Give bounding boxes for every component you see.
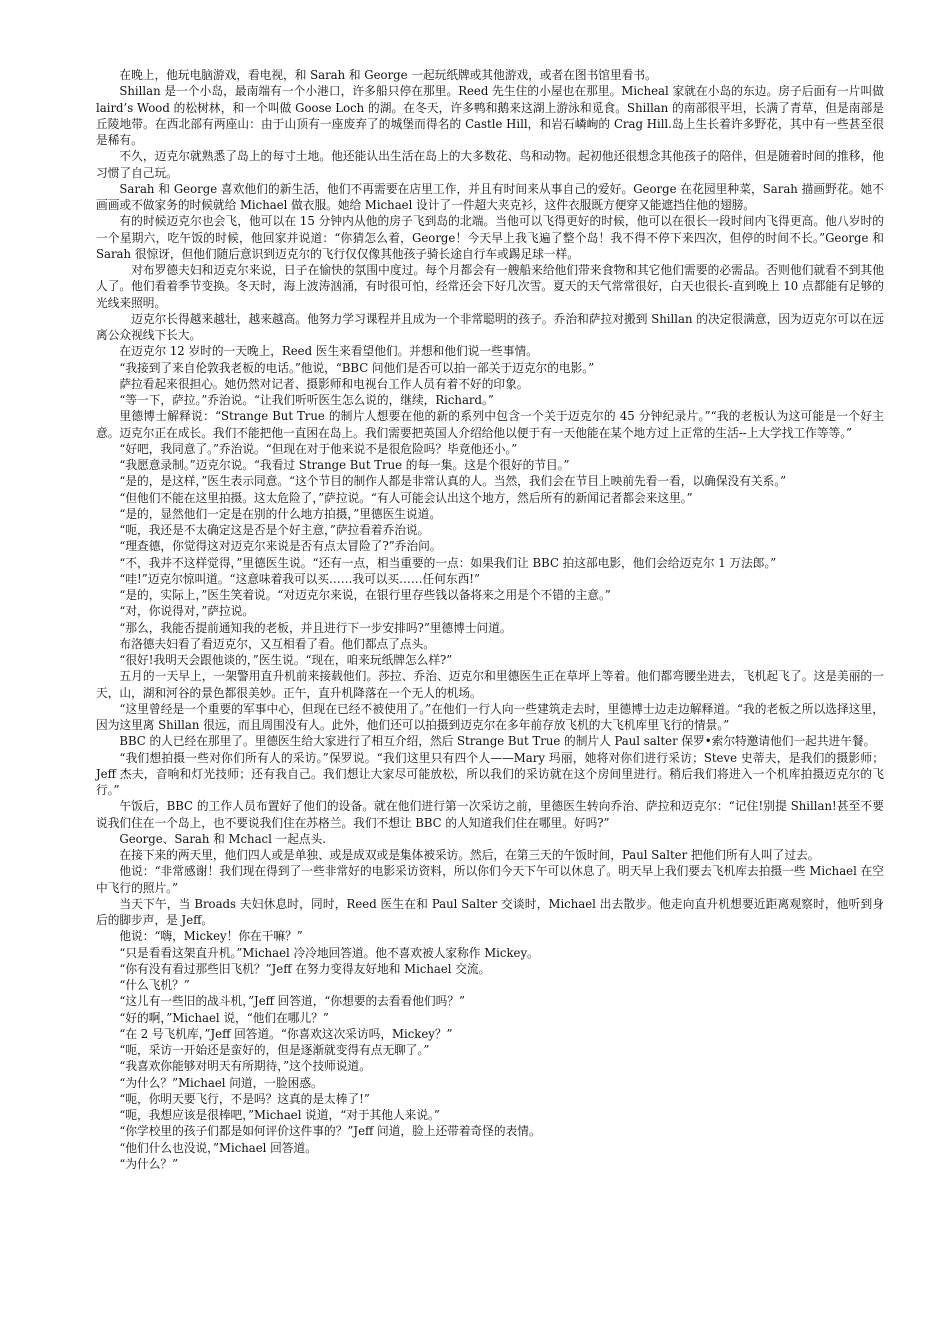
paragraph: 布洛德夫妇看了看迈克尔，又互相看了看。他们都点了点头。 <box>119 636 435 651</box>
paragraph: 五月的一天早上，一架警用直升机前来接载他们。莎拉、乔治、迈克尔和里德医生正在草坪上等着。他们都弯腰坐进去，飞机起飞了。这是美丽的一天，山，湖和河谷的景色都很美妙。正午，直升机降落在一个无人的机场。 <box>96 669 884 700</box>
paragraph: “好的啊，”Michael 说，“他们在哪儿？” <box>119 1010 329 1025</box>
paragraph: “对，你说得对，”萨拉说。 <box>119 604 255 619</box>
paragraph: 他说：“非常感谢！我们现在得到了一些非常好的电影采访资料，所以你们今天下午可以休息了。明天早上我们要去飞机库去拍摄一些 Michael 在空中飞行的照片。” <box>96 864 884 895</box>
paragraph: 有的时候迈克尔也会飞，他可以在 15 分钟内从他的房子飞到岛的北端。当他可以飞得更好的时候，他可以在很长一段时间内飞得更高。他八岁时的一个星期六，吃午饭的时候，他回家并说道：“你猜怎么着，George！今天早上我飞遍了整个岛！我不得不停下来四次，但停的时间不长。”George 和 Sarah 很惊讶，但他们随后意识到迈克尔的飞行仅仅像其他孩子骑长途自行车或踢足球一样。 <box>96 214 884 261</box>
paragraph: “是的，显然他们一定是在别的什么地方拍摄，”里德医生说道。 <box>119 506 442 521</box>
paragraph: 迈克尔长得越来越壮，越来越高。他努力学习课程并且成为一个非常聪明的孩子。乔治和萨拉对搬到 Shillan 的决定很满意，因为迈克尔可以在远离公众视线下长大。 <box>96 311 884 342</box>
paragraph: 他说：“嗨，Mickey！你在干嘛？” <box>119 929 303 944</box>
paragraph: “理查德，你觉得这对迈克尔来说是否有点太冒险了?”乔治问。 <box>119 539 442 554</box>
paragraph: 里德博士解释说：“Strange But True 的制片人想要在他的新的系列中包含一个关于迈克尔的 45 分钟纪录片。”“我的老板认为这可能是一个好主意。迈克尔正在成长。我们不能把他一直困在岛上。我们需要把英国人介绍给他以便于有一天他能在某个地方过上正常的生活--上大学找工作等等。” <box>96 409 884 440</box>
paragraph: “为什么？” <box>119 1156 179 1171</box>
paragraph: “只是看看这架直升机。”Michael 冷冷地回答道。他不喜欢被人家称作 Mickey。 <box>119 945 539 960</box>
paragraph: “你有没有看过那些旧飞机？”Jeff 在努力变得友好地和 Michael 交流。 <box>119 961 491 976</box>
paragraph: “好吧，我同意了。”乔治说。“但现在对于他来说不是很危险吗？毕竟他还小。” <box>119 441 518 456</box>
paragraph: “什么飞机？” <box>119 978 190 992</box>
paragraph: “呃，采访一开始还是蛮好的，但是逐渐就变得有点无聊了。” <box>119 1043 430 1057</box>
paragraph: 在接下来的两天里，他们四人或是单独、或是成双或是集体被采访。然后，在第三天的午饭时间，Paul Salter 把他们所有人叫了过去。 <box>119 848 820 862</box>
paragraph: 在迈克尔 12 岁时的一天晚上，Reed 医生来看望他们。并想和他们说一些事情。 <box>119 344 538 359</box>
paragraph: 午饭后，BBC 的工作人员布置好了他们的设备。就在他们进行第一次采访之前，里德医生转向乔治、萨拉和迈克尔：“记住!别提 Shillan!甚至不要说我们住在一个岛上，也不要说我们住在苏格兰。我们不想让 BBC 的人知道我们住在哪里。好吗?” <box>96 799 884 830</box>
paragraph: “他们什么也没说，”Michael 回答道。 <box>119 1140 317 1155</box>
paragraph: “哇!”迈克尔惊叫道。“这意味着我可以买……我可以买……任何东西!” <box>119 571 480 586</box>
paragraph: 对布罗德夫妇和迈克尔来说，日子在愉快的氛围中度过。每个月都会有一艘船来给他们带来食物和其它他们需要的必需品。否则他们就看不到其他人了。他们看着季节变换。冬天时，海上波涛汹涌，有时很可怕，经常还会下好几次雪。夏天的天气常常很好，白天也很长-直到晚上 10 点都能有足够的光线来照明。 <box>96 263 884 310</box>
paragraph: “这里曾经是一个重要的军事中心，但现在已经不被使用了。”在他们一行人向一些建筑走去时，里德博士边走边解释道。“我的老板之所以选择这里，因为这里离 Shillan 很远，而且周围没有人。此外，他们还可以拍摄到迈克尔在多年前存放飞机的大飞机库里飞行的情景。” <box>96 701 884 732</box>
paragraph: “但他们不能在这里拍摄。这太危险了，”萨拉说。“有人可能会认出这个地方，然后所有的新闻记者都会来这里。” <box>119 490 693 505</box>
paragraph: 在晚上，他玩电脑游戏，看电视，和 Sarah 和 George 一起玩纸牌或其他游戏，或者在图书馆里看书。 <box>119 68 657 82</box>
paragraph: “我喜欢你能够对明天有所期待，”这个技师说道。 <box>119 1059 371 1074</box>
paragraph: “我们想拍摄一些对你们所有人的采访。”保罗说。“我们这里只有四个人——Mary 玛丽，她将对你们进行采访；Steve 史蒂夫，是我们的摄影师；Jeff 杰夫，音响和灯光技师；还有我自己。我们想让大家尽可能放松，所以我们的采访就在这个房间里进行。稍后我们将进入一个机库拍摄迈克尔的飞行。” <box>96 750 884 797</box>
document-body <box>96 67 884 1172</box>
paragraph: “我接到了来自伦敦我老板的电话。”他说，“BBC 问他们是否可以拍一部关于迈克尔的电影。” <box>119 360 595 375</box>
paragraph: BBC 的人已经在那里了。里德医生给大家进行了相互介绍，然后 Strange But True 的制片人 Paul salter 保罗•索尔特邀请他们一起共进午餐。 <box>119 734 876 749</box>
paragraph: “呃，我还是不太确定这是否是个好主意，”萨拉看着乔治说。 <box>119 523 430 537</box>
paragraph: Sarah 和 George 喜欢他们的新生活，他们不再需要在店里工作，并且有时间来从事自己的爱好。George 在花园里种菜，Sarah 描画野花。她不画画或不做家务的时候就给 Michael 做衣服。她给 Michael 设计了一件超大夹克衫，这件衣服既方便穿又能遮挡住他的翅膀。 <box>96 181 884 212</box>
paragraph: “呃，我想应该是很棒吧，”Michael 说道，“对于其他人来说。” <box>119 1108 440 1122</box>
paragraph: “那么，我能否提前通知我的老板，并且进行下一步安排吗?”里德博士问道。 <box>119 620 512 635</box>
paragraph: Shillan 是一个小岛，最南端有一个小港口，许多船只停在那里。Reed 先生住的小屋也在那里。Micheal 家就在小岛的东边。房子后面有一片叫做 laird’s Wood 的松树林，和一个叫做 Goose Loch 的湖。在冬天，许多鸭和鹅来这湖上游泳和觅食。Shillan 的南部很平坦，长满了青草，但是南部是丘陵地带。在西北部有两座山：由于山顶有一座废弃了的城堡而得名的 Castle Hill，和岩石嶙峋的 Crag Hill.岛上生长着许多野花，其中有一些甚至很是稀有。 <box>96 84 884 147</box>
paragraph: George、Sarah 和 Mchacl 一起点头. <box>119 831 326 846</box>
paragraph: “我愿意录制。”迈克尔说。“我看过 Strange But True 的每一集。这是个很好的节目。” <box>119 458 570 472</box>
paragraph: “为什么？”Michael 问道，一脸困惑。 <box>119 1075 323 1090</box>
paragraph: “这儿有一些旧的战斗机，”Jeff 回答道，“你想要的去看看他们吗？” <box>119 994 465 1009</box>
paragraph: 不久，迈克尔就熟悉了岛上的每寸土地。他还能认出生活在岛上的大多数花、鸟和动物。起初他还很想念其他孩子的陪伴，但是随着时间的推移，他习惯了自己玩。 <box>96 149 884 180</box>
paragraph: “在 2 号飞机库，”Jeff 回答道。“你喜欢这次采访吗，Mickey？” <box>119 1026 453 1041</box>
paragraph: “很好!我明天会跟他谈的，”医生说。“现在，咱来玩纸牌怎么样?” <box>119 653 453 667</box>
paragraph: 萨拉看起来很担心。她仍然对记者、摄影师和电视台工作人员有着不好的印象。 <box>119 376 529 391</box>
paragraph: “是的，实际上，”医生笑着说。“对迈克尔来说，在银行里存些钱以备将来之用是个不错的主意。” <box>119 588 611 602</box>
paragraph: “等一下，萨拉。”乔治说。“让我们听听医生怎么说的，继续，Richard。” <box>119 393 494 407</box>
paragraph: “是的，是这样，”医生表示同意。“这个节目的制作人都是非常认真的人。当然，我们会在节目上映前先看一看，以确保没有关系。” <box>119 474 787 489</box>
paragraph: “你学校里的孩子们都是如何评价这件事的？”Jeff 问道，脸上还带着奇怪的表情。 <box>119 1124 541 1139</box>
paragraph: “呃，你明天要飞行，不是吗？这真的是太棒了!” <box>119 1091 370 1106</box>
paragraph: “不，我并不这样觉得，”里德医生说。“还有一点，相当重要的一点：如果我们让 BBC 拍这部电影，他们会给迈克尔 1 万法郎。” <box>119 555 777 570</box>
paragraph: 当天下午，当 Broads 夫妇休息时，同时，Reed 医生在和 Paul Salter 交谈时，Michael 出去散步。他走向直升机想要近距离观察时，他听到身后的脚步声，是 Jeff。 <box>96 896 884 927</box>
